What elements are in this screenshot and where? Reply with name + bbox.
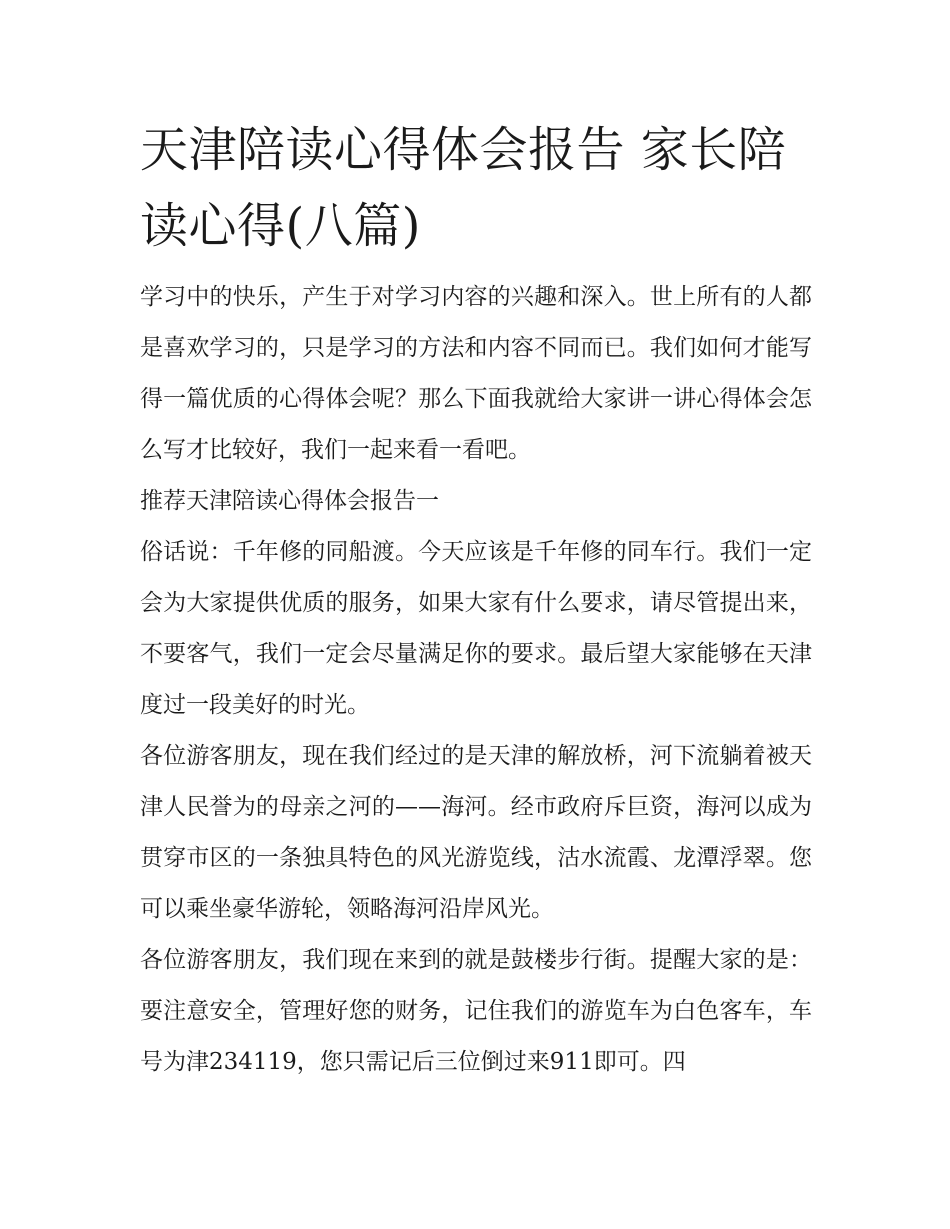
body-paragraph: 俗话说：千年修的同船渡。今天应该是千年修的同车行。我们一定会为大家提供优质的服务，如果大家有什么要求，请尽管提出来，不要客气，我们一定会尽量满足你的要求。最后望大家能够在天津度过一段美好的时光。 bbox=[140, 539, 812, 718]
document-page bbox=[140, 112, 812, 1088]
document-body bbox=[140, 272, 812, 1088]
document-title: 天津陪读心得体会报告 家长陪读心得(八篇) bbox=[140, 122, 787, 254]
body-paragraph: 各位游客朋友，现在我们经过的是天津的解放桥，河下流躺着被天津人民誉为的母亲之河的——海河。经市政府斥巨资，海河以成为贯穿市区的一条独具特色的风光游览线，沽水流霞、龙潭浮翠。您可以乘坐豪华游轮，领略海河沿岸风光。 bbox=[140, 743, 812, 922]
body-paragraph: 各位游客朋友，我们现在来到的就是鼓楼步行街。提醒大家的是：要注意安全，管理好您的财务，记住我们的游览车为白色客车，车号为津234119，您只需记后三位倒过来911即可。四 bbox=[140, 947, 812, 1075]
intro-paragraph: 学习中的快乐，产生于对学习内容的兴趣和深入。世上所有的人都是喜欢学习的，只是学习的方法和内容不同而已。我们如何才能写得一篇优质的心得体会呢？那么下面我就给大家讲一讲心得体会怎么写才比较好，我们一起来看一看吧。 bbox=[140, 284, 812, 463]
section-heading: 推荐天津陪读心得体会报告一 bbox=[140, 488, 439, 514]
